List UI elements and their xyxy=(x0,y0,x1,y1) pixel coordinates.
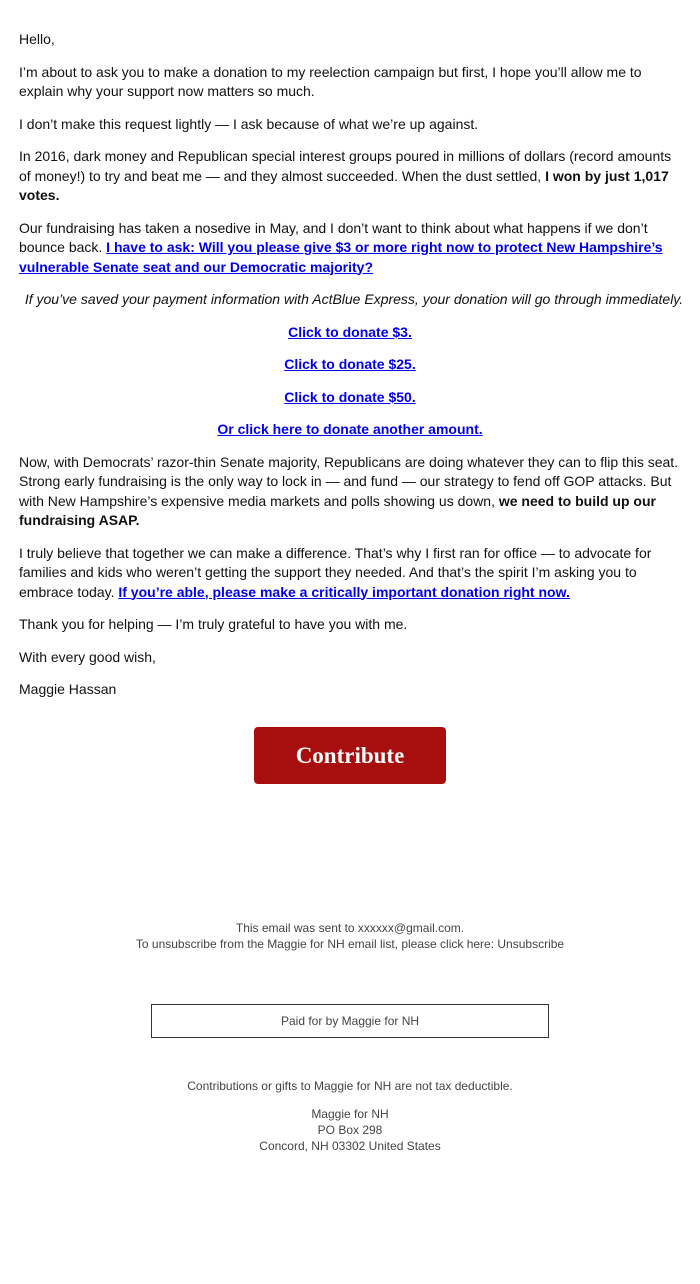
sent-to-text: This email was sent to xxxxxx@gmail.com. xyxy=(235,921,465,935)
donate-3-link[interactable]: Click to donate $3. xyxy=(288,323,412,340)
thanks-line: Thank you for helping — I’m truly grateful to have you with me. xyxy=(19,616,408,632)
address-line-2: Concord, NH 03302 United States xyxy=(259,1139,441,1153)
paragraph-majority-bold: we need to build up our fundraising ASAP. xyxy=(19,492,656,528)
donate-important-link[interactable]: If you’re able, please make a critically important donation right now. xyxy=(118,583,570,600)
donate-ask-link[interactable]: I have to ask: Will you please give $3 or more right now to protect New Hampshire’s vulnerable Senate seat and our Democratic majority? xyxy=(19,239,663,275)
paragraph-fundraising-text: Our fundraising has taken a nosedive in May, and I don’t want to think about what happens if we don’t bounce back. xyxy=(19,219,648,255)
actblue-note: If you’ve saved your payment information with ActBlue Express, your donation will go through immediately. xyxy=(24,291,684,307)
contribute-wrapper xyxy=(0,727,700,784)
donate-other-link[interactable]: Or click here to donate another amount. xyxy=(217,421,483,437)
paragraph-2016-bold: I won by just 1,017 votes. xyxy=(19,167,669,203)
paragraph-believe-text: I truly believe that together we can make a difference. That’s why I first ran for office — to advocate for families and kids who weren’t getting the support they needed. And that’s the spirit I’m asking you to embrace today. xyxy=(19,544,652,600)
unsubscribe-line xyxy=(0,936,700,952)
mailing-address xyxy=(0,1106,700,1154)
unsubscribe-link[interactable]: Unsubscribe xyxy=(497,937,565,951)
email-body xyxy=(19,30,684,713)
unsubscribe-text: To unsubscribe from the Maggie for NH email list, please click here: xyxy=(135,937,498,951)
tax-note: Contributions or gifts to Maggie for NH are not tax deductible. xyxy=(187,1079,513,1093)
paragraph-believe xyxy=(19,544,681,603)
footer-sent xyxy=(0,920,700,952)
paragraph-intro: I’m about to ask you to make a donation to my reelection campaign but first, I hope you’ll allow me to explain why your support now matters so much. xyxy=(19,63,642,99)
paragraph-2016-text: In 2016, dark money and Republican special interest groups poured in millions of dollars (record amounts of money!) to try and beat me — and they almost succeeded. When the dust settled, xyxy=(19,148,672,184)
paid-for-box: Paid for by Maggie for NH xyxy=(151,1004,549,1038)
paragraph-majority-text: Now, with Democrats’ razor-thin Senate majority, Republicans are doing whatever they can to flip this seat. Strong early fundraising is the only way to lock in — and fund — our strategy to fend off GOP attacks. But with New Hampshire’s expensive media markets and polls showing us down, xyxy=(19,453,679,509)
paragraph-fundraising xyxy=(19,219,681,278)
paragraph-majority xyxy=(19,453,681,531)
org-name: Maggie for NH xyxy=(311,1107,389,1121)
address-line-1: PO Box 298 xyxy=(317,1123,383,1137)
contribute-button[interactable]: Contribute xyxy=(254,727,446,784)
donate-50-link[interactable]: Click to donate $50. xyxy=(284,388,416,405)
donate-25-link[interactable]: Click to donate $25. xyxy=(284,356,416,372)
greeting: Hello, xyxy=(19,31,55,47)
signature: Maggie Hassan xyxy=(19,681,117,697)
paragraph-2016 xyxy=(19,147,681,206)
closing-line: With every good wish, xyxy=(19,648,156,665)
paragraph-request: I don’t make this request lightly — I ask because of what we’re up against. xyxy=(19,115,479,132)
